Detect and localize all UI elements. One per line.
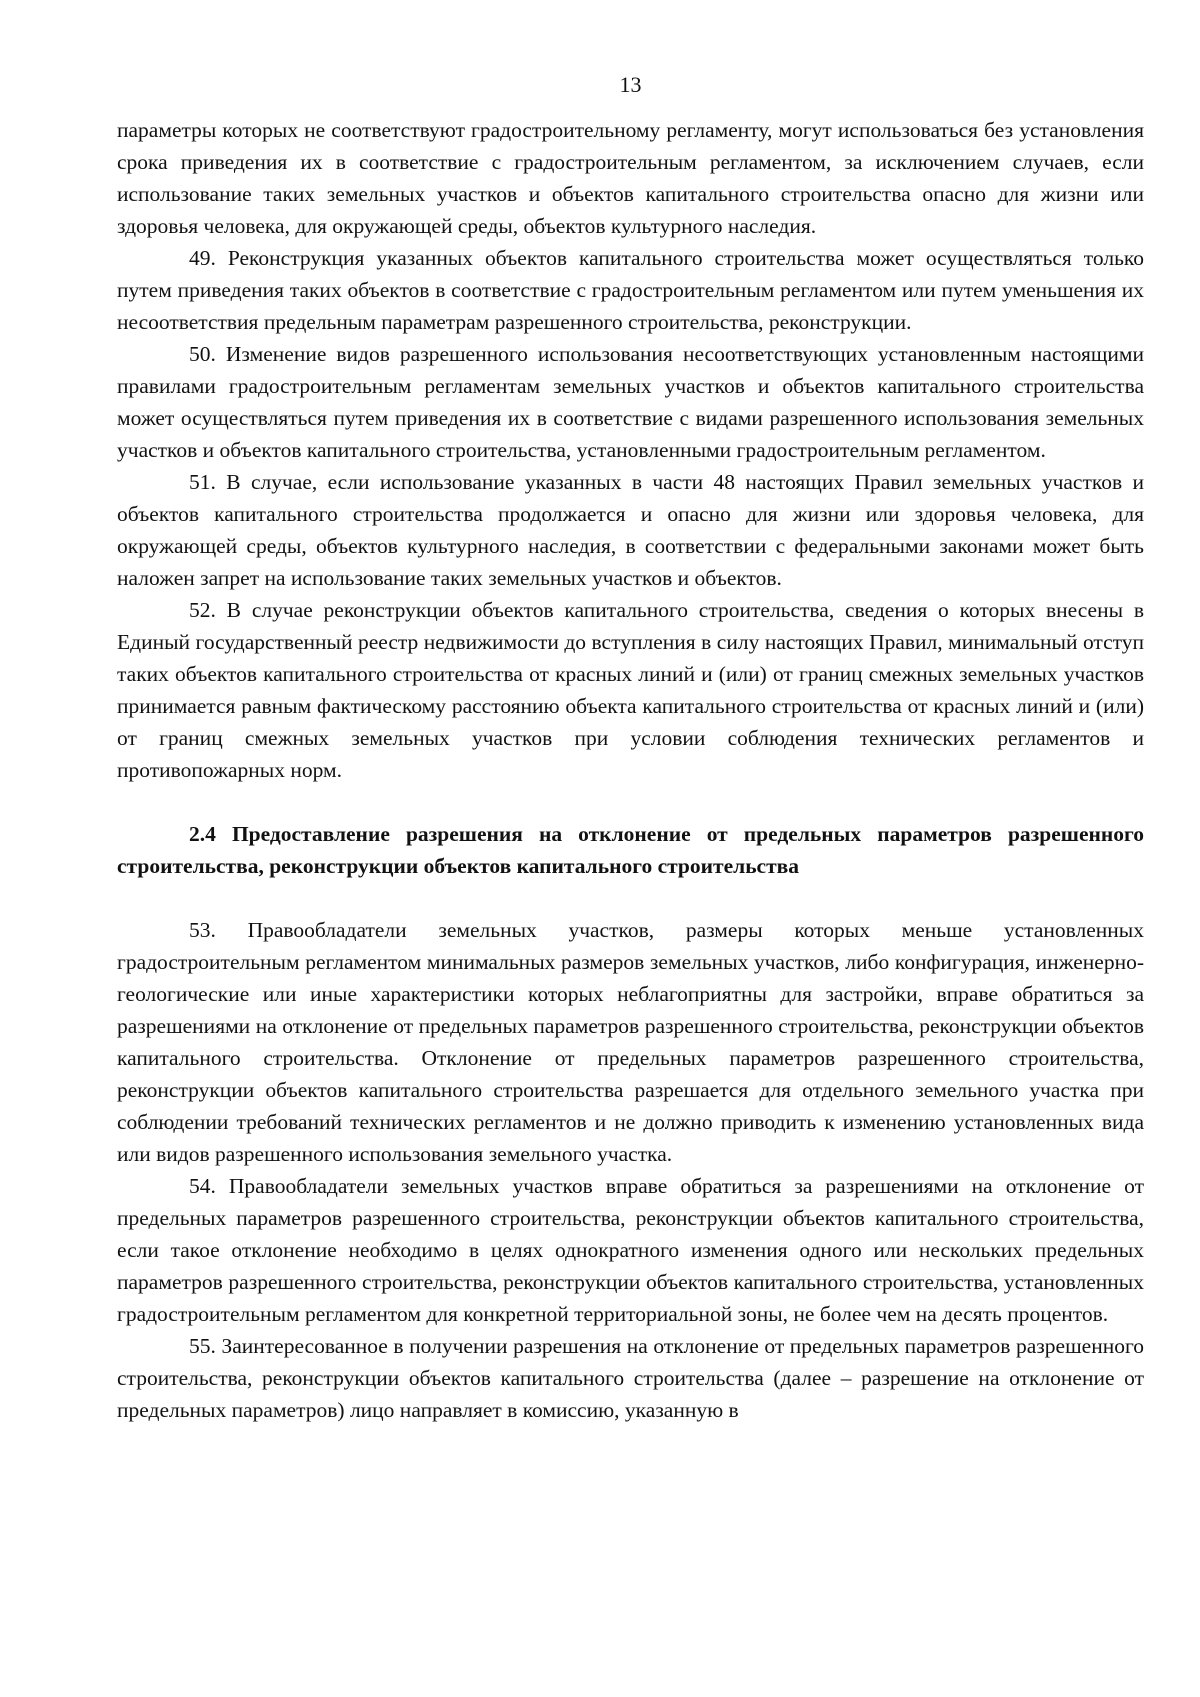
paragraph-49: 49. Реконструкция указанных объектов капитального строительства может осуществляться только путем приведения таких объектов в соответствие с градостроительным регламентом или путем уменьшения их несоответствия предельным параметрам разрешенного строительства, реконструкции. <box>117 246 1144 334</box>
page-number: 13 <box>619 72 642 97</box>
paragraph-continuation: параметры которых не соответствуют градостроительному регламенту, могут использоваться без установления срока приведения их в соответствие с градостроительным регламентом, за исключением случаев, если использование таких земельных участков и объектов капитального строительства опасно для жизни или здоровья человека, для окружающей среды, объектов культурного наследия. <box>117 118 1144 238</box>
paragraph-55: 55. Заинтересованное в получении разрешения на отклонение от предельных параметров разрешенного строительства, реконструкции объектов капитального строительства (далее – разрешение на отклонение от предельных параметров) лицо направляет в комиссию, указанную в <box>117 1334 1144 1422</box>
section-heading: 2.4 Предоставление разрешения на отклонение от предельных параметров разрешенного строительства, реконструкции объектов капитального строительства <box>117 822 1144 878</box>
paragraph-52: 52. В случае реконструкции объектов капитального строительства, сведения о которых внесены в Единый государственный реестр недвижимости до вступления в силу настоящих Правил, минимальный отступ таких объектов капитального строительства от красных линий и (или) от границ смежных земельных участков принимается равным фактическому расстоянию объекта капитального строительства от красных линий и (или) от границ смежных земельных участков при условии соблюдения технических регламентов и противопожарных норм. <box>117 598 1144 782</box>
paragraph-53: 53. Правообладатели земельных участков, размеры которых меньше установленных градостроительным регламентом минимальных размеров земельных участков, либо конфигурация, инженерно-геологические или иные характеристики которых неблагоприятны для застройки, вправе обратиться за разрешениями на отклонение от предельных параметров разрешенного строительства, реконструкции объектов капитального строительства. Отклонение от предельных параметров разрешенного строительства, реконструкции объектов капитального строительства разрешается для отдельного земельного участка при соблюдении требований технических регламентов и не должно приводить к изменению установленных вида или видов разрешенного использования земельного участка. <box>117 918 1144 1166</box>
paragraph-54: 54. Правообладатели земельных участков вправе обратиться за разрешениями на отклонение от предельных параметров разрешенного строительства, реконструкции объектов капитального строительства, если такое отклонение необходимо в целях однократного изменения одного или нескольких предельных параметров разрешенного строительства, реконструкции объектов капитального строительства, установленных градостроительным регламентом для конкретной территориальной зоны, не более чем на десять процентов. <box>117 1174 1144 1326</box>
paragraph-51: 51. В случае, если использование указанных в части 48 настоящих Правил земельных участков и объектов капитального строительства продолжается и опасно для жизни или здоровья человека, для окружающей среды, объектов культурного наследия, в соответствии с федеральными законами может быть наложен запрет на использование таких земельных участков и объектов. <box>117 470 1144 590</box>
paragraph-50: 50. Изменение видов разрешенного использования несоответствующих установленным настоящими правилами градостроительным регламентам земельных участков и объектов капитального строительства может осуществляться путем приведения их в соответствие с видами разрешенного использования земельных участков и объектов капитального строительства, установленными градостроительным регламентом. <box>117 342 1144 462</box>
